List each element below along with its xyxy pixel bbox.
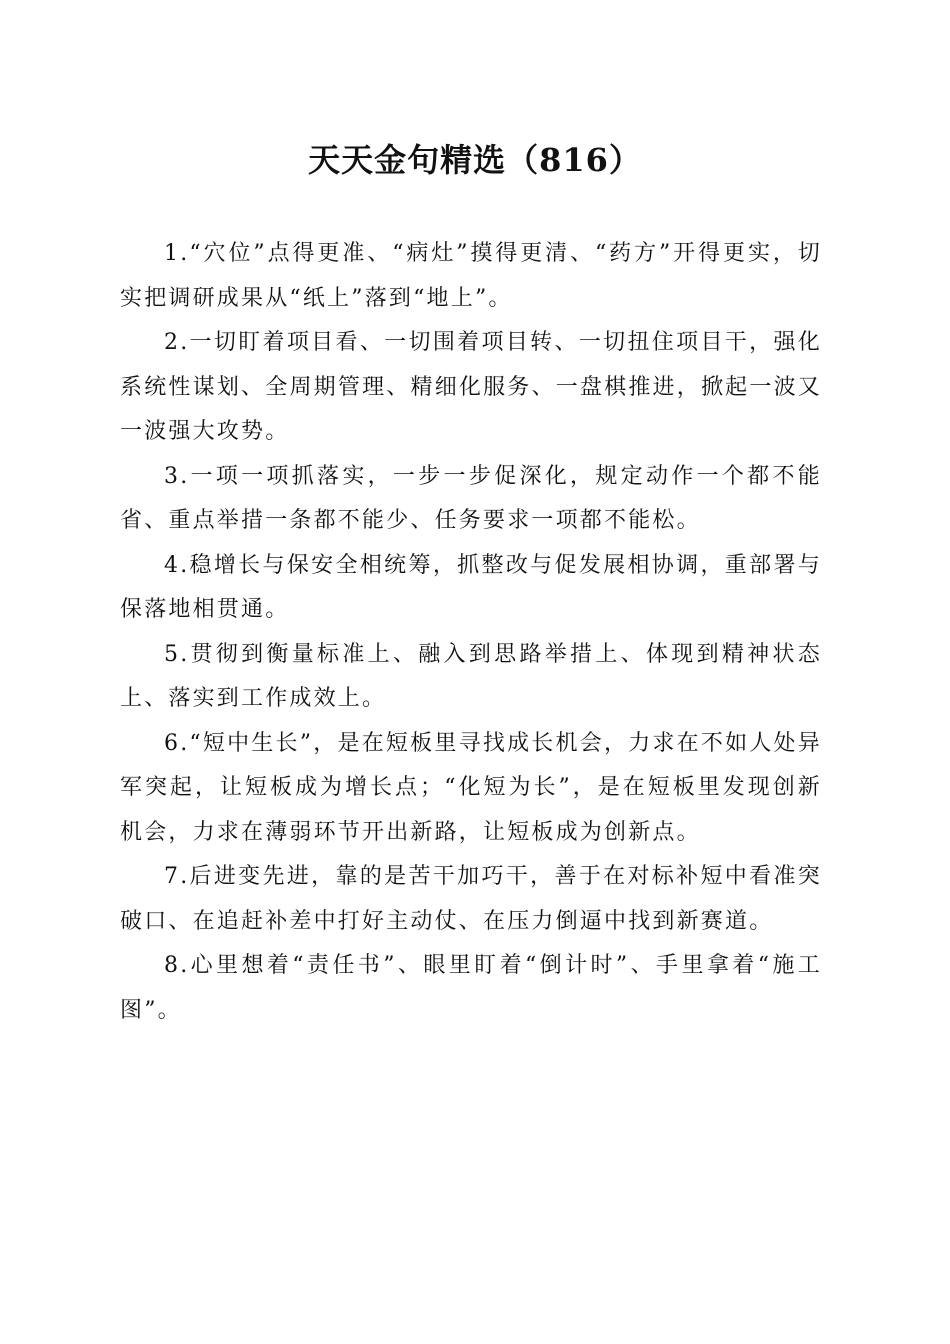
- quote-item-8: 8.心里想着“责任书”、眼里盯着“倒计时”、手里拿着“施工图”。: [120, 953, 822, 1023]
- quote-item-6: 6.“短中生长”，是在短板里寻找成长机会，力求在不如人处异军突起，让短板成为增长点；“化短为长”，是在短板里发现创新机会，力求在薄弱环节开出新路，让短板成为创新点。: [120, 730, 822, 845]
- quote-item-4: 4.稳增长与保安全相统筹，抓整改与促发展相协调，重部署与保落地相贯通。: [120, 552, 822, 622]
- document-title: 天天金句精选（816）: [308, 141, 642, 179]
- quote-item-5: 5.贯彻到衡量标准上、融入到思路举措上、体现到精神状态上、落实到工作成效上。: [120, 641, 822, 711]
- document-body: [120, 232, 822, 1033]
- quote-item-7: 7.后进变先进，靠的是苦干加巧干，善于在对标补短中看准突破口、在追赶补差中打好主动仗、在压力倒逼中找到新赛道。: [120, 864, 822, 934]
- quote-item-3: 3.一项一项抓落实，一步一步促深化，规定动作一个都不能省、重点举措一条都不能少、任务要求一项都不能松。: [120, 463, 822, 533]
- quote-item-2: 2.一切盯着项目看、一切围着项目转、一切扭住项目干，强化系统性谋划、全周期管理、精细化服务、一盘棋推进，掀起一波又一波强大攻势。: [120, 330, 822, 444]
- quote-item-1: 1.“穴位”点得更准、“病灶”摸得更清、“药方”开得更实，切实把调研成果从“纸上”落到“地上”。: [120, 241, 822, 311]
